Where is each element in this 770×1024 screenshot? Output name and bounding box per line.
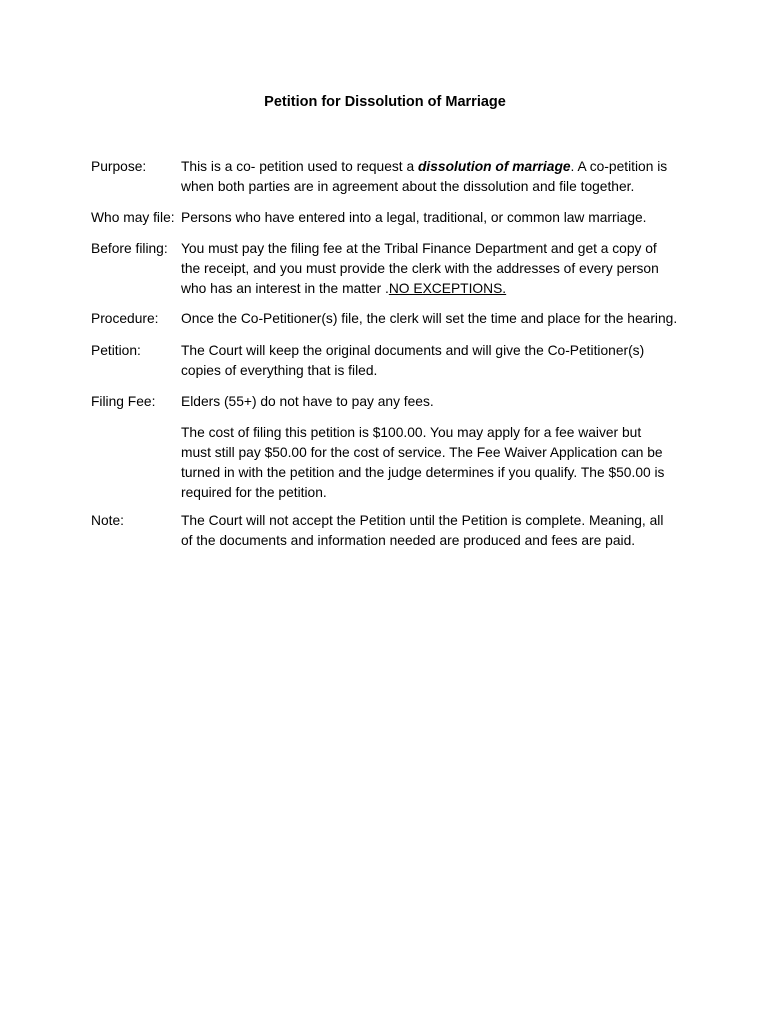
purpose-line-2: when both parties are in agreement about the dissolution and file together. bbox=[181, 179, 635, 194]
filing-fee-para-2-line-4: required for the petition. bbox=[181, 485, 327, 500]
before-filing-text bbox=[181, 239, 691, 299]
filing-fee-text bbox=[181, 392, 691, 503]
before-filing-line-3-pre: who has an interest in the matter . bbox=[181, 281, 389, 296]
before-filing-line-1: You must pay the filing fee at the Tribal Finance Department and get a copy of bbox=[181, 241, 657, 256]
purpose-line-1-post: . A co-petition is bbox=[570, 159, 668, 174]
note-line-1: The Court will not accept the Petition until the Petition is complete. Meaning, all bbox=[181, 513, 664, 528]
who-may-file-text bbox=[181, 208, 691, 228]
filing-fee-para-1: Elders (55+) do not have to pay any fees. bbox=[181, 394, 434, 409]
note-text bbox=[181, 511, 691, 551]
procedure-line-1: Once the Co-Petitioner(s) file, the clerk will set the time and place for the hearing. bbox=[181, 311, 678, 326]
who-may-file-label: Who may file: bbox=[91, 210, 175, 225]
purpose-line-1 bbox=[181, 157, 691, 177]
petition-text bbox=[181, 341, 691, 381]
before-filing-line-3 bbox=[181, 279, 691, 299]
who-may-file-line-1: Persons who have entered into a legal, traditional, or common law marriage. bbox=[181, 210, 647, 225]
no-exceptions-text: NO EXCEPTIONS. bbox=[388, 281, 507, 296]
filing-fee-label: Filing Fee: bbox=[91, 394, 156, 409]
before-filing-label: Before filing: bbox=[91, 241, 168, 256]
page-title: Petition for Dissolution of Marriage bbox=[264, 94, 506, 110]
petition-label: Petition: bbox=[91, 343, 141, 358]
purpose-line-1-pre: This is a co- petition used to request a bbox=[181, 159, 418, 174]
petition-line-1: The Court will keep the original documents and will give the Co-Petitioner(s) bbox=[181, 343, 645, 358]
note-line-2: of the documents and information needed are produced and fees are paid. bbox=[181, 533, 636, 548]
petition-line-2: copies of everything that is filed. bbox=[181, 363, 378, 378]
note-label: Note: bbox=[91, 513, 124, 528]
purpose-text bbox=[181, 157, 691, 197]
purpose-emphasis: dissolution of marriage bbox=[417, 159, 571, 174]
procedure-label: Procedure: bbox=[91, 311, 159, 326]
purpose-label: Purpose: bbox=[91, 159, 147, 174]
filing-fee-para-2-line-2: must still pay $50.00 for the cost of service. The Fee Waiver Application can be bbox=[181, 445, 663, 460]
procedure-text bbox=[181, 309, 691, 329]
filing-fee-para-2-line-3: turned in with the petition and the judge determines if you qualify. The $50.00 is bbox=[181, 465, 665, 480]
filing-fee-para-2-line-1: The cost of filing this petition is $100.00. You may apply for a fee waiver but bbox=[181, 425, 642, 440]
before-filing-line-2: the receipt, and you must provide the clerk with the addresses of every person bbox=[181, 261, 659, 276]
